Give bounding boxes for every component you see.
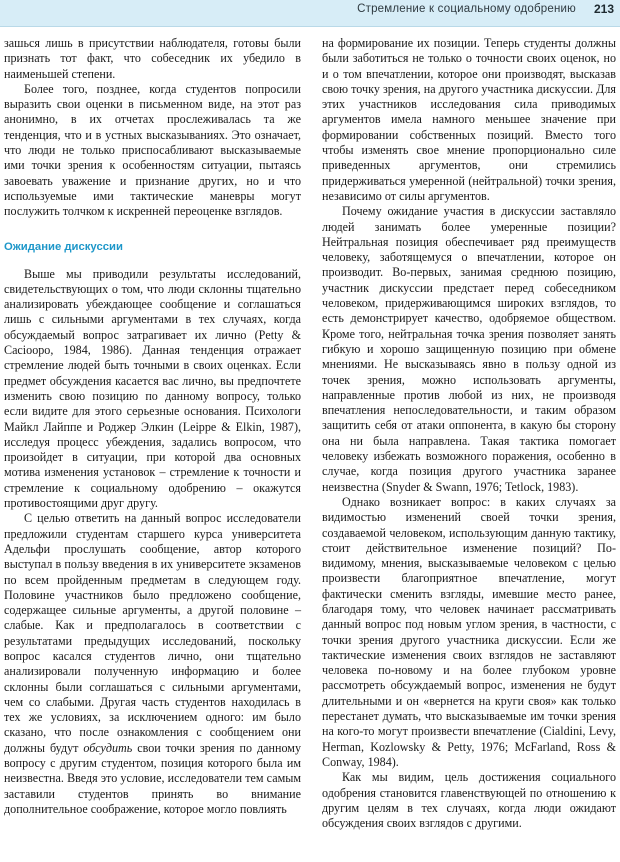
paragraph: Почему ожидание участия в дискуссии заставляло людей занимать более умеренные позиции? Нейтральная позиция обеспечивает ряд преимуществ человеку, заботящемуся о впечатлении, которое он производит. Во-первых, занимая среднюю позицию, участник дискуссии предстает перед собеседником человеком, придерживающимся широких взглядов, то есть демонстрирует качество, одобряемое обществом. Кроме того, нейтральная точка зрения позволяет занять гибкую и хорошо защищенную позицию при обмене мнениями. Не высказываясь явно в пользу одной из точек зрения, можно использовать аргументы, направленные против любой из них, не производя впечатления непоследовательности, и таким образом защитить себя от атаки оппонента, в какую бы сторону она ни была направлена. Такая тактика помогает человеку избежать возможного поражения, особенно в случае, когда позиция другого участника заранее неизвестна (Snyder & Swann, 1976; Tetlock, 1983). bbox=[322, 204, 616, 494]
paragraph: Выше мы приводили результаты исследований, свидетельствующих о том, что люди склонны тщательно анализировать убеждающее сообщение и соглашаться лишь с сильными аргументами в тех случаях, когда обсуждаемый вопрос затрагивает их лично (Petty & Cacioopo, 1984, 1986). Данная тенденция отражает стремление людей быть точными в своих оценках. Если предмет обсуждения касается вас лично, вы предпочтете изменить свою позицию по данному вопросу, только если видите для этого серьезные основания. Психологи Майкл Лайппе и Роджер Элкин (Leippe & Elkin, 1987), исследуя процесс убеждения, задались вопросом, что произойдет в ситуации, при которой два основных мотива изменения установок – стремление к точности и стремление к социальному одобрению – окажутся противостоящими друг другу. bbox=[4, 266, 301, 511]
left-column bbox=[4, 36, 301, 817]
header-divider bbox=[0, 26, 620, 27]
page-number: 213 bbox=[593, 2, 614, 16]
right-column bbox=[322, 36, 616, 831]
emphasized-word: обсудить bbox=[83, 740, 133, 755]
section-heading: Ожидание дискуссии bbox=[4, 240, 123, 253]
paragraph: на формирование их позиции. Теперь студенты должны были заботиться не только о точности своих оценок, но и о том впечатлении, которое они производят, высказав свою точку зрения, на другого участника дискуссии. Для этих участников исследования сила приводимых аргументов имела намного меньшее значение при формировании собственных позиций. Вместо того чтобы изменять свое мнение пропорционально силе приведенных аргументов, они стремились придерживаться умеренной (нейтральной) точки зрения, независимо от силы аргументов. bbox=[322, 36, 616, 203]
paragraph bbox=[4, 511, 301, 817]
paragraph-text: С целью ответить на данный вопрос исследователи предложили студентам старшего курса университета Адельфи прослушать сообщение, автор которого выступал в пользу введения в их университете экзаменов по всем пройденным предметам в следующем году. Половине участников было предложено сообщение, содержащее сильные аргументы, а другой половине – слабые. Как и предполагалось в соответствии с результатами предыдущих исследований, поскольку вопрос касался студентов лично, они тщательно анализировали полученную информацию и более склонны были соглашаться с сильными аргументами, чем со слабыми. Другая часть студентов находилась в тех же условиях, за исключением одного: им было сказано, что после ознакомления с сообщением они должны будут bbox=[4, 511, 301, 755]
paragraph: Как мы видим, цель достижения социального одобрения становится главенствующей по отношению к другим целям в тех случаях, когда люди ожидают обсуждения своих взглядов с другими. bbox=[322, 770, 616, 831]
paragraph-text: свои точки зрения по данному вопросу с другим студентом, позиция которого была им неизвестна. Введя это условие, исследователи тем самым заставили студентов принять во внимание дополнительное соображение, которое могло повлиять bbox=[4, 740, 302, 816]
paragraph: Однако возникает вопрос: в каких случаях за видимостью изменений своей точки зрения, создаваемой человеком, использующим данную тактику, стоит действительное изменение позиций? По-видимому, мнения, высказываемые человеком с целью произвести благоприятное впечатление, могут фактически сменить взгляды, имевшие место ранее, благодаря тому, что человек начинает рассматривать данный вопрос под новым углом зрения, в частности, с точки зрения другого участника дискуссии. Если же тактические изменения своих взглядов не заставляют человека по-новому и на более глубоком уровне рассмотреть обсуждаемый вопрос, изменения не будут длительными и он «вернется на круги своя» как только перестанет думать, что высказываемые им точки зрения на кого-то могут произвести впечатление (Cialdini, Levy, Herman, Kozlowsky & Petty, 1976; McFarland, Ross & Conway, 1984). bbox=[322, 494, 616, 769]
running-title: Стремление к социальному одобрению bbox=[357, 3, 576, 15]
paragraph: Более того, позднее, когда студентов попросили выразить свои оценки в письменном виде, на этот раз анонимно, в их отчетах прослеживалась та же тенденция, что и в устных высказываниях. Это означает, что люди не только приспосабливают высказываемые ими точки зрения к особенностям ситуации, пытаясь завоевать уважение и признание других, но и что используемые ими тактические маневры могут послужить толчком к искренней переоценке взглядов. bbox=[4, 81, 301, 219]
paragraph: зашься лишь в присутствии наблюдателя, готовы были признать тот факт, что собеседник их убедило в наименьшей степени. bbox=[4, 36, 301, 81]
